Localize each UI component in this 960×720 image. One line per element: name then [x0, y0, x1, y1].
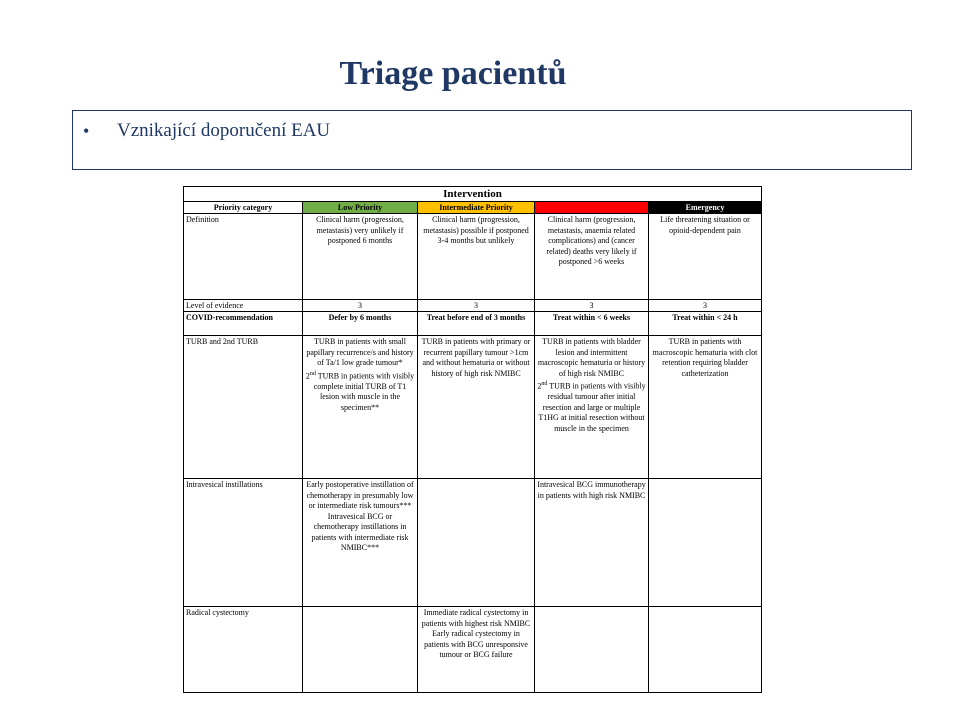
row-label: TURB and 2nd TURB — [184, 336, 303, 479]
table-cell — [418, 479, 535, 607]
table-cell — [649, 479, 762, 607]
cell-paragraph: Early postoperative instillation of chemotherapy in presumably low or intermediate risk tumours*** — [306, 480, 414, 510]
row-label: COVID-recommendation — [184, 312, 303, 336]
row-label: Radical cystectomy — [184, 607, 303, 693]
table-cell: 3 — [649, 300, 762, 312]
table-cell: Life threatening situation or opioid-dependent pain — [649, 214, 762, 300]
cell-paragraph: Early radical cystectomy in patients with BCG unresponsive tumour or BCG failure — [424, 629, 528, 659]
table-cell: Clinical harm (progression, metastasis, anaemia related complications) and (cancer related) deaths very likely if postponed >6 weeks — [535, 214, 649, 300]
slide-title: Triage pacientů — [339, 55, 567, 92]
bullet-dot-icon: • — [83, 121, 90, 141]
row-label: Definition — [184, 214, 303, 300]
table-row — [184, 300, 762, 312]
cell-paragraph: Intravesical BCG or chemotherapy instillations in patients with intermediate risk NMIBC*** — [311, 511, 409, 552]
table-cell — [303, 479, 418, 607]
table-cell: 3 — [303, 300, 418, 312]
table-cell: TURB in patients with macroscopic hematuria with clot retention requiring bladder catheterization — [649, 336, 762, 479]
ordinal-number: 2 — [305, 371, 310, 381]
cell-paragraph — [305, 369, 415, 414]
row-label: Level of evidence — [184, 300, 303, 312]
cell-paragraph: TURB in patients with bladder lesion and intermittent macroscopic hematuria or history of high risk NMIBC — [537, 337, 646, 378]
table-row — [184, 607, 762, 693]
table-cell — [535, 336, 649, 479]
table-cell — [649, 607, 762, 693]
cell-text: TURB in patients with visibly complete initial TURB of T1 lesion with muscle in the specimen** — [313, 371, 415, 412]
table-cell: Clinical harm (progression, metastasis) possible if postponed 3-4 months but unlikely — [418, 214, 535, 300]
table-row — [184, 336, 762, 479]
triage-table — [183, 186, 762, 693]
table-cell — [418, 607, 535, 693]
table-cell: 3 — [535, 300, 649, 312]
table-row — [184, 214, 762, 300]
table-cell — [303, 607, 418, 693]
table-cell: Clinical harm (progression, metastasis) very unlikely if postponed 6 months — [303, 214, 418, 300]
table-cell: Defer by 6 months — [303, 312, 418, 336]
category-label: Priority category — [184, 202, 303, 214]
table-cell: Intravesical BCG immunotherapy in patients with high risk NMIBC — [535, 479, 649, 607]
cell-text: TURB in patients with visibly residual tumour after initial resection and large or multiple T1HG at initial resection without muscle in the specimen — [538, 381, 646, 433]
bullet-text: Vznikající doporučení EAU — [117, 120, 331, 141]
table-cell: TURB in patients with primary or recurrent papillary tumour >1cm and without hematuria or without history of high risk NMIBC — [418, 336, 535, 479]
table-cell — [303, 336, 418, 479]
row-label: Intravesical instillations — [184, 479, 303, 607]
table-cell: Treat within < 24 h — [649, 312, 762, 336]
category-emergency: Emergency — [649, 202, 762, 214]
category-intermediate-priority: Intermediate Priority — [418, 202, 535, 214]
category-high-priority: High priority — [535, 202, 649, 214]
table-header: Intervention — [184, 187, 762, 202]
ordinal-suffix: nd — [541, 381, 548, 387]
cell-paragraph: Immediate radical cystectomy in patients with highest risk NMIBC — [421, 608, 531, 628]
table-cell: Treat within < 6 weeks — [535, 312, 649, 336]
cell-paragraph: TURB in patients with small papillary recurrence/s and history of Ta/1 low grade tumour* — [306, 337, 414, 367]
cell-paragraph — [537, 379, 646, 434]
ordinal-number: 2 — [537, 381, 542, 391]
table-cell — [535, 607, 649, 693]
bullet-box — [72, 110, 912, 170]
table-row — [184, 479, 762, 607]
table-cell: 3 — [418, 300, 535, 312]
table-row — [184, 312, 762, 336]
ordinal-suffix: nd — [309, 370, 316, 377]
category-low-priority: Low Priority — [303, 202, 418, 214]
table-cell: Treat before end of 3 months — [418, 312, 535, 336]
